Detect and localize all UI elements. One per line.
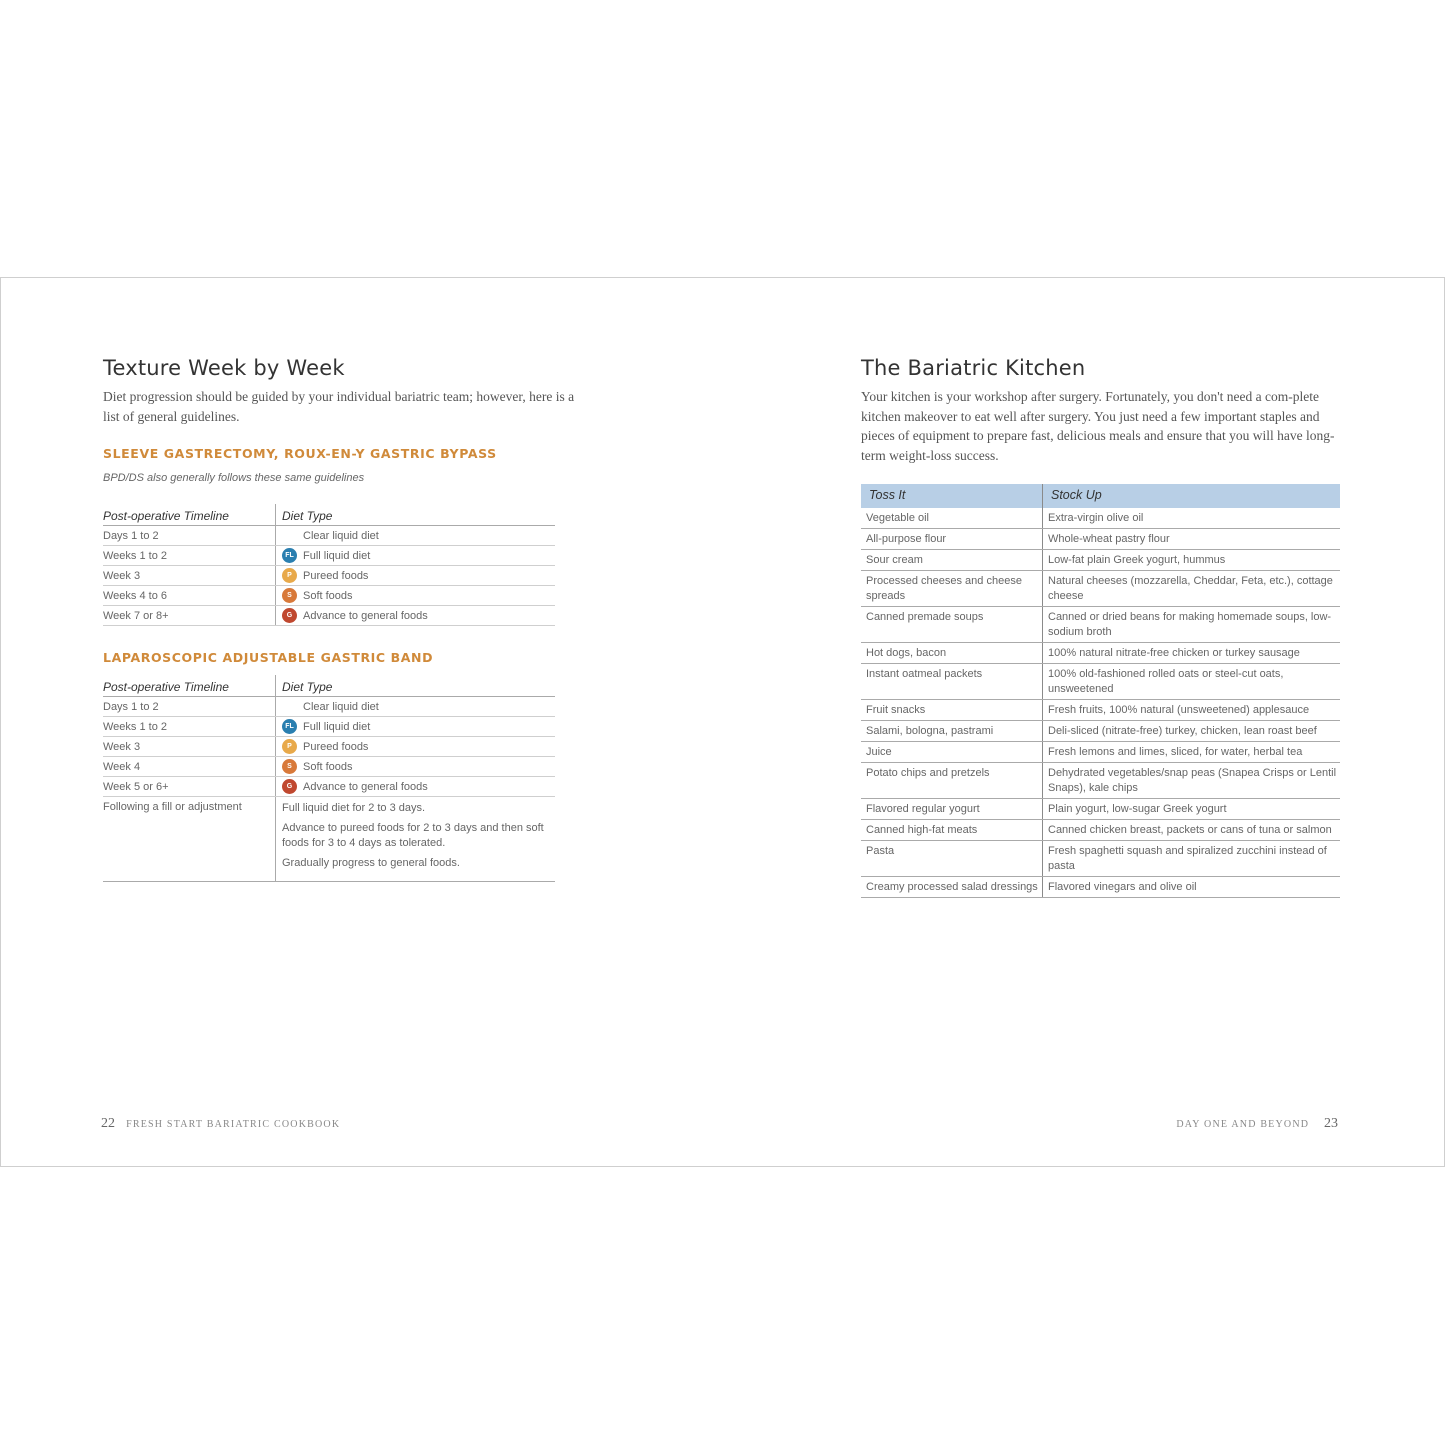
col-header-toss: Toss It <box>861 484 1043 508</box>
right-page-title: The Bariatric Kitchen <box>861 356 1086 380</box>
diet-badge-icon: P <box>282 568 297 583</box>
table-row <box>861 571 1340 607</box>
timeline-cell: Week 7 or 8+ <box>103 606 276 625</box>
table-row <box>861 820 1340 841</box>
timeline-cell: Week 3 <box>103 737 276 756</box>
table-row <box>103 546 555 566</box>
table-row <box>103 606 555 626</box>
diet-cell <box>276 737 555 756</box>
stock-up-cell: Fresh spaghetti squash and spiralized zucchini instead of pasta <box>1048 845 1327 872</box>
toss-it-cell: Canned premade soups <box>861 607 1043 642</box>
table-row <box>861 799 1340 820</box>
toss-it-cell: Vegetable oil <box>861 508 1043 528</box>
kitchen-table-header <box>861 484 1340 508</box>
diet-type-text: Full liquid diet <box>303 549 371 562</box>
toss-it-cell: Flavored regular yogurt <box>861 799 1043 819</box>
toss-it-cell: Creamy processed salad dressings <box>861 877 1043 897</box>
stock-up-cell: Dehydrated vegetables/snap peas (Snapea Crisps or Lentil Snaps), kale chips <box>1048 767 1337 794</box>
toss-it-cell: Hot dogs, bacon <box>861 643 1043 663</box>
timeline-cell: Following a fill or adjustment <box>103 797 276 881</box>
diet-badge-icon: FL <box>282 548 297 563</box>
table-row <box>103 757 555 777</box>
stock-up-cell: Fresh lemons and limes, sliced, for water, herbal tea <box>1048 746 1303 758</box>
stock-up-cell: Canned chicken breast, packets or cans of tuna or salmon <box>1048 824 1332 836</box>
diet-badge-icon: S <box>282 588 297 603</box>
table-row <box>861 664 1340 700</box>
footer-book-title: FRESH START BARIATRIC COOKBOOK <box>126 1119 341 1130</box>
timeline-cell: Week 4 <box>103 757 276 776</box>
footer-left <box>101 1116 340 1132</box>
toss-it-cell: Processed cheeses and cheese spreads <box>861 571 1043 606</box>
diet-instruction: Advance to pureed foods for 2 to 3 days and then soft foods for 3 to 4 days as tolerated. <box>282 822 544 849</box>
col-header-timeline: Post-operative Timeline <box>103 675 276 696</box>
table-row <box>861 763 1340 799</box>
diet-cell <box>276 777 555 796</box>
toss-it-cell: Salami, bologna, pastrami <box>861 721 1043 741</box>
stock-up-cell: 100% old-fashioned rolled oats or steel-cut oats, unsweetened <box>1048 668 1284 695</box>
timeline-cell: Weeks 1 to 2 <box>103 546 276 565</box>
timeline-table-sleeve <box>103 504 555 626</box>
diet-cell <box>276 717 555 736</box>
stock-up-cell: Whole-wheat pastry flour <box>1048 533 1170 545</box>
page-number-right: 23 <box>1324 1116 1338 1131</box>
table-row-fill-adjustment <box>103 797 555 882</box>
left-intro-text: Diet progression should be guided by your individual bariatric team; however, here is a list of general guidelines. <box>103 389 575 424</box>
toss-it-cell: Fruit snacks <box>861 700 1043 720</box>
col-header-diet: Diet Type <box>282 680 333 694</box>
timeline-cell: Week 5 or 6+ <box>103 777 276 796</box>
stock-up-cell: Deli-sliced (nitrate-free) turkey, chicken, lean roast beef <box>1048 725 1317 737</box>
toss-it-cell: Pasta <box>861 841 1043 876</box>
stock-up-cell: Natural cheeses (mozzarella, Cheddar, Feta, etc.), cottage cheese <box>1048 575 1333 602</box>
kitchen-table <box>861 484 1340 898</box>
timeline-cell: Weeks 4 to 6 <box>103 586 276 605</box>
timeline-cell: Days 1 to 2 <box>103 697 276 716</box>
table-row <box>861 607 1340 643</box>
toss-it-cell: Juice <box>861 742 1043 762</box>
table-row <box>861 742 1340 763</box>
toss-it-cell: Canned high-fat meats <box>861 820 1043 840</box>
col-header-diet: Diet Type <box>282 509 333 523</box>
stock-up-cell: Low-fat plain Greek yogurt, hummus <box>1048 554 1226 566</box>
col-header-timeline: Post-operative Timeline <box>103 504 276 525</box>
timeline-cell: Days 1 to 2 <box>103 526 276 545</box>
diet-cell <box>276 526 555 545</box>
timeline-cell: Weeks 1 to 2 <box>103 717 276 736</box>
page-number-left: 22 <box>101 1116 115 1131</box>
table-row <box>861 529 1340 550</box>
table-row <box>103 777 555 797</box>
stock-up-cell: Fresh fruits, 100% natural (unsweetened) applesauce <box>1048 704 1310 716</box>
section-note: BPD/DS also generally follows these same guidelines <box>103 472 365 484</box>
table-row <box>861 841 1340 877</box>
stock-up-cell: Plain yogurt, low-sugar Greek yogurt <box>1048 803 1227 815</box>
table-row <box>861 508 1340 529</box>
diet-type-text: Soft foods <box>303 760 353 773</box>
table-row <box>103 737 555 757</box>
diet-cell <box>276 546 555 565</box>
diet-type-text: Clear liquid diet <box>303 529 379 542</box>
diet-cell <box>276 697 555 716</box>
diet-type-text: Advance to general foods <box>303 780 428 793</box>
diet-type-text: Pureed foods <box>303 740 369 753</box>
section-heading-sleeve: SLEEVE GASTRECTOMY, ROUX-EN-Y GASTRIC BYPASS <box>103 446 497 461</box>
diet-cell <box>276 606 555 625</box>
section-heading-band: LAPAROSCOPIC ADJUSTABLE GASTRIC BAND <box>103 650 434 665</box>
table-row <box>861 550 1340 571</box>
diet-type-text: Advance to general foods <box>303 609 428 622</box>
table-row <box>103 717 555 737</box>
diet-type-text: Pureed foods <box>303 569 369 582</box>
footer-chapter-title: DAY ONE AND BEYOND <box>1176 1119 1310 1130</box>
diet-cell <box>276 757 555 776</box>
diet-badge-icon: P <box>282 739 297 754</box>
stock-up-cell: 100% natural nitrate-free chicken or turkey sausage <box>1048 647 1300 659</box>
table-header <box>103 504 555 526</box>
toss-it-cell: Instant oatmeal packets <box>861 664 1043 699</box>
timeline-table-band <box>103 675 555 882</box>
diet-cell <box>276 586 555 605</box>
diet-badge-icon: G <box>282 779 297 794</box>
diet-type-text: Soft foods <box>303 589 353 602</box>
table-row <box>861 700 1340 721</box>
right-intro-text: Your kitchen is your workshop after surgery. Fortunately, you don't need a com-plete kitchen makeover to eat well after surgery. You just need a few important staples and pieces of equipment to prepare fast, delicious meals and ensure that you will have long-term weight-loss success. <box>861 389 1335 463</box>
table-row <box>103 526 555 546</box>
toss-it-cell: Sour cream <box>861 550 1043 570</box>
footer-right <box>1176 1116 1338 1132</box>
toss-it-cell: Potato chips and pretzels <box>861 763 1043 798</box>
diet-cell <box>276 797 555 881</box>
diet-instruction: Gradually progress to general foods. <box>282 857 460 869</box>
table-header <box>103 675 555 697</box>
left-page-title: Texture Week by Week <box>103 356 345 380</box>
timeline-cell: Week 3 <box>103 566 276 585</box>
diet-instruction: Full liquid diet for 2 to 3 days. <box>282 802 426 814</box>
col-header-stock: Stock Up <box>1051 488 1102 502</box>
stock-up-cell: Canned or dried beans for making homemade soups, low-sodium broth <box>1048 611 1332 638</box>
diet-badge-icon: G <box>282 608 297 623</box>
table-row <box>103 566 555 586</box>
diet-cell <box>276 566 555 585</box>
table-row <box>861 643 1340 664</box>
table-row <box>861 721 1340 742</box>
diet-type-text: Full liquid diet <box>303 720 371 733</box>
table-row <box>103 586 555 606</box>
diet-type-text: Clear liquid diet <box>303 700 379 713</box>
toss-it-cell: All-purpose flour <box>861 529 1043 549</box>
stock-up-cell: Flavored vinegars and olive oil <box>1048 881 1197 893</box>
diet-badge-icon: S <box>282 759 297 774</box>
stock-up-cell: Extra-virgin olive oil <box>1048 512 1144 524</box>
table-row <box>861 877 1340 898</box>
diet-badge-icon: FL <box>282 719 297 734</box>
table-row <box>103 697 555 717</box>
